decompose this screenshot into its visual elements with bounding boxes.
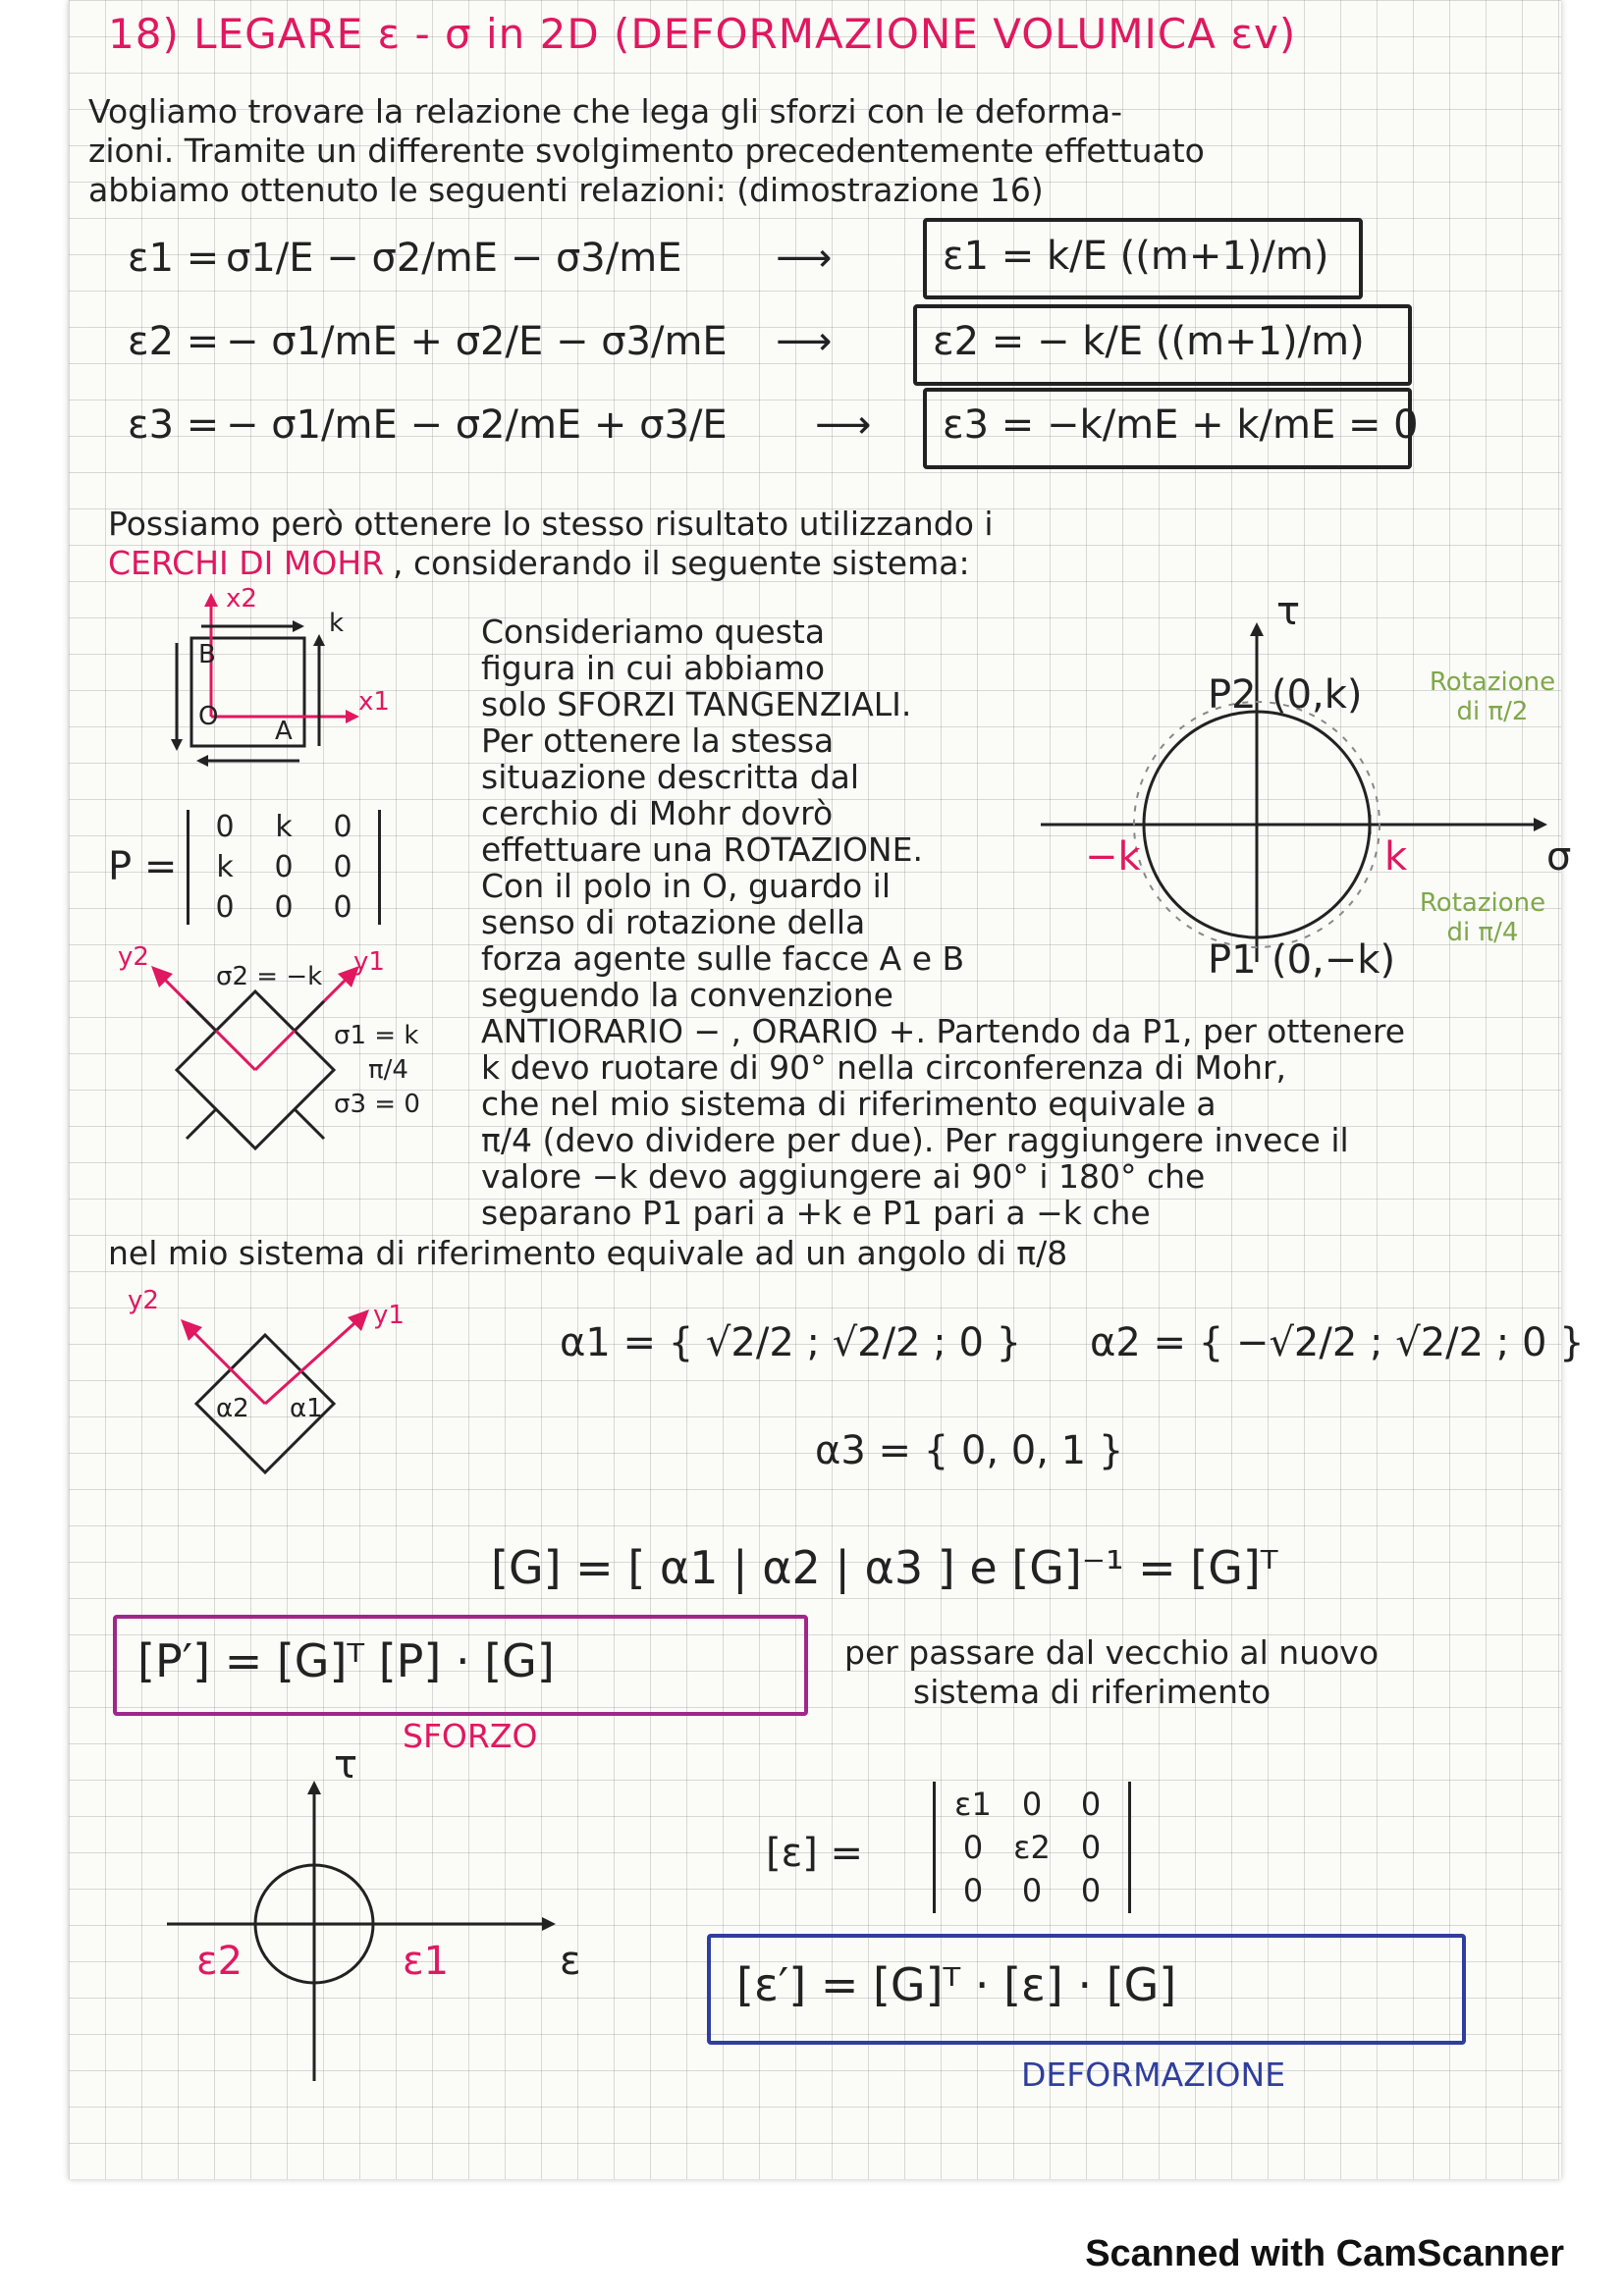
desc-line-9: senso di rotazione della — [481, 903, 866, 941]
shear-left-head — [171, 739, 183, 751]
mohr-intro-line-1: Possiamo però ottenere lo stesso risultato utilizzando i — [108, 505, 994, 543]
plus-k-label: k — [1384, 834, 1408, 880]
p-cell: 0 — [333, 850, 352, 884]
desc-line-16: valore −k devo aggiungere ai 90° i 180° che — [481, 1157, 1206, 1196]
desc-line-10: forza agente sulle facce A e B — [481, 939, 965, 978]
arrow-s2 — [187, 1001, 216, 1031]
rot-angle-label: π/4 — [368, 1055, 408, 1085]
p-prime-formula: [P′] = [G]ᵀ [P] · [G] — [137, 1634, 555, 1687]
alpha-a2-label: α2 — [216, 1394, 249, 1423]
relation-result-1: ε1 = k/E ((m+1)/m) — [943, 234, 1329, 279]
relation-rhs-3: − σ1/mE − σ2/mE + σ3/E — [226, 402, 728, 448]
tau-label: τ — [1276, 589, 1301, 634]
x1-label: x1 — [358, 687, 390, 717]
desc-line-1: Consideriamo questa — [481, 613, 826, 651]
desc-line-15: π/4 (devo dividere per due). Per raggiungere invece il — [481, 1121, 1349, 1159]
p-matrix — [187, 810, 381, 925]
desc-line-14: che nel mio sistema di riferimento equivale a — [481, 1085, 1217, 1123]
eps-arrowhead — [542, 1917, 556, 1931]
rot-s3-label: σ3 = 0 — [334, 1090, 420, 1119]
relation-rhs-1: σ1/E − σ2/mE − σ3/mE — [226, 236, 682, 281]
arrow-bottom-left — [187, 1109, 216, 1139]
eps-cell: 0 — [1080, 1829, 1102, 1866]
relation-lhs-2: ε2 = — [128, 319, 220, 364]
rot-s2-label: σ2 = −k — [216, 962, 323, 991]
desc-line-11: seguendo la convenzione — [481, 976, 893, 1014]
intro-line-2: zioni. Tramite un differente svolgimento precedentemente effettuato — [88, 132, 1205, 170]
p-prime-note-2: sistema di riferimento — [913, 1673, 1271, 1711]
rotation-bottom-label: Rotazione di π/4 — [1419, 888, 1546, 947]
eps-cell: 0 — [1021, 1786, 1043, 1823]
p-cell: 0 — [274, 850, 294, 884]
o-label: O — [198, 702, 219, 731]
p2-coord: (0,k) — [1271, 672, 1363, 718]
relation-result-2: ε2 = − k/E ((m+1)/m) — [933, 319, 1365, 364]
desc-line-6: cerchio di Mohr dovrò — [481, 794, 834, 832]
desc-line-17: separano P1 pari a +k e P1 pari a −k che — [481, 1194, 1151, 1232]
x2-label: x2 — [226, 584, 257, 614]
p-cell: 0 — [215, 810, 235, 844]
a-label: A — [275, 717, 293, 746]
eps-cell: 0 — [1080, 1872, 1102, 1909]
eps-cell: 0 — [962, 1829, 984, 1866]
tau-arrowhead — [1250, 622, 1264, 636]
rotation-top-label: Rotazione di π/2 — [1429, 667, 1556, 726]
shear-bottom-head — [196, 755, 208, 767]
eps-matrix-label: [ε] = — [766, 1831, 864, 1876]
eps-axis-label: ε — [560, 1939, 581, 1984]
p1-label: P1 — [1208, 937, 1257, 983]
eps-cell: 0 — [962, 1872, 984, 1909]
page-title: 18) LEGARE ε - σ in 2D (DEFORMAZIONE VOLUMICA εv) — [108, 10, 1297, 58]
relation-rhs-2: − σ1/mE + σ2/E − σ3/mE — [226, 319, 728, 364]
p-prime-note-1: per passare dal vecchio al nuovo — [844, 1633, 1380, 1672]
eps-cell: 0 — [1021, 1872, 1043, 1909]
desc-line-12: ANTIORARIO − , ORARIO +. Partendo da P1, per ottenere — [481, 1012, 1405, 1050]
minus-k-label: −k — [1085, 834, 1141, 880]
desc-line-8: Con il polo in O, guardo il — [481, 867, 892, 905]
relation-arrow-1: ⟶ — [776, 236, 833, 281]
deformazione-label: DEFORMAZIONE — [1021, 2056, 1286, 2094]
eps-matrix — [933, 1782, 1131, 1913]
p2-label: P2 — [1208, 672, 1257, 718]
k-label: k — [329, 609, 345, 638]
eps-e2-label: ε2 — [196, 1939, 243, 1984]
relation-result-3: ε3 = −k/mE + k/mE = 0 — [943, 402, 1419, 448]
eps-tau-arrowhead — [307, 1781, 321, 1794]
desc-line-13: k devo ruotare di 90° nella circonferenza di Mohr, — [481, 1048, 1287, 1087]
mohr-circles-term: CERCHI DI MOHR — [108, 544, 385, 582]
alpha-y2-axis — [187, 1325, 265, 1404]
relation-lhs-3: ε3 = — [128, 402, 220, 448]
mohr-intro-line-2: , considerando il seguente sistema: — [393, 544, 970, 582]
arrow-s3 — [295, 1109, 324, 1139]
scanner-watermark: Scanned with CamScanner — [1085, 2233, 1564, 2274]
p-cell: 0 — [274, 890, 294, 925]
epsilon-circle-diagram — [157, 1767, 579, 2091]
alpha-1-vector: α1 = { √2/2 ; √2/2 ; 0 } — [560, 1320, 1022, 1365]
relation-lhs-1: ε1 = — [128, 236, 220, 281]
x1-arrowhead — [346, 710, 359, 723]
eps-cell: 0 — [1080, 1786, 1102, 1823]
shear-right-head — [313, 634, 325, 646]
eps-cell: ε1 — [954, 1786, 992, 1823]
g-definition: [G] = [ α1 | α2 | α3 ] e [G]⁻¹ = [G]ᵀ — [491, 1541, 1278, 1594]
sforzo-label: SFORZO — [403, 1717, 538, 1755]
eps-tau-label: τ — [334, 1742, 358, 1788]
rot-y1-label: y1 — [353, 947, 385, 977]
intro-line-3: abbiamo ottenuto le seguenti relazioni: (dimostrazione 16) — [88, 171, 1044, 209]
shear-top-head — [293, 620, 304, 632]
arrow-s1 — [295, 1001, 324, 1031]
alpha-2-vector: α2 = { −√2/2 ; √2/2 ; 0 } — [1090, 1320, 1585, 1365]
alpha-y2-label: y2 — [128, 1286, 159, 1315]
notebook-page — [69, 0, 1585, 2179]
relation-arrow-2: ⟶ — [776, 319, 833, 364]
rot-y2-label: y2 — [118, 942, 149, 972]
desc-line-18: nel mio sistema di riferimento equivale ad un angolo di π/8 — [108, 1234, 1068, 1272]
p1-coord: (0,−k) — [1271, 937, 1396, 983]
desc-line-4: Per ottenere la stessa — [481, 721, 835, 760]
desc-line-3: solo SFORZI TANGENZIALI. — [481, 685, 912, 723]
desc-line-7: effettuare una ROTAZIONE. — [481, 830, 923, 869]
x2-arrowhead — [204, 593, 218, 607]
alpha-y1-label: y1 — [373, 1301, 405, 1330]
p-cell: 0 — [215, 890, 235, 925]
desc-line-2: figura in cui abbiamo — [481, 649, 826, 687]
rot-s1-label: σ1 = k — [334, 1021, 419, 1050]
sigma-label: σ — [1546, 834, 1572, 880]
desc-line-5: situazione descritta dal — [481, 758, 860, 796]
eps-prime-formula: [ε′] = [G]ᵀ · [ε] · [G] — [736, 1958, 1177, 2011]
p-matrix-label: P = — [108, 844, 178, 889]
alpha-3-vector: α3 = { 0, 0, 1 } — [815, 1428, 1124, 1473]
eps-e1-label: ε1 — [403, 1939, 450, 1984]
b-label: B — [198, 640, 216, 669]
p-cell: 0 — [333, 810, 352, 844]
p-cell: k — [216, 850, 234, 884]
alpha-y1-axis — [265, 1315, 363, 1404]
p-cell: 0 — [333, 890, 352, 925]
relation-arrow-3: ⟶ — [815, 402, 872, 448]
intro-line-1: Vogliamo trovare la relazione che lega gli sforzi con le deforma- — [88, 92, 1123, 131]
alpha-a1-label: α1 — [290, 1394, 323, 1423]
eps-cell: ε2 — [1013, 1829, 1051, 1866]
p-cell: k — [275, 810, 293, 844]
sigma-arrowhead — [1534, 818, 1547, 831]
